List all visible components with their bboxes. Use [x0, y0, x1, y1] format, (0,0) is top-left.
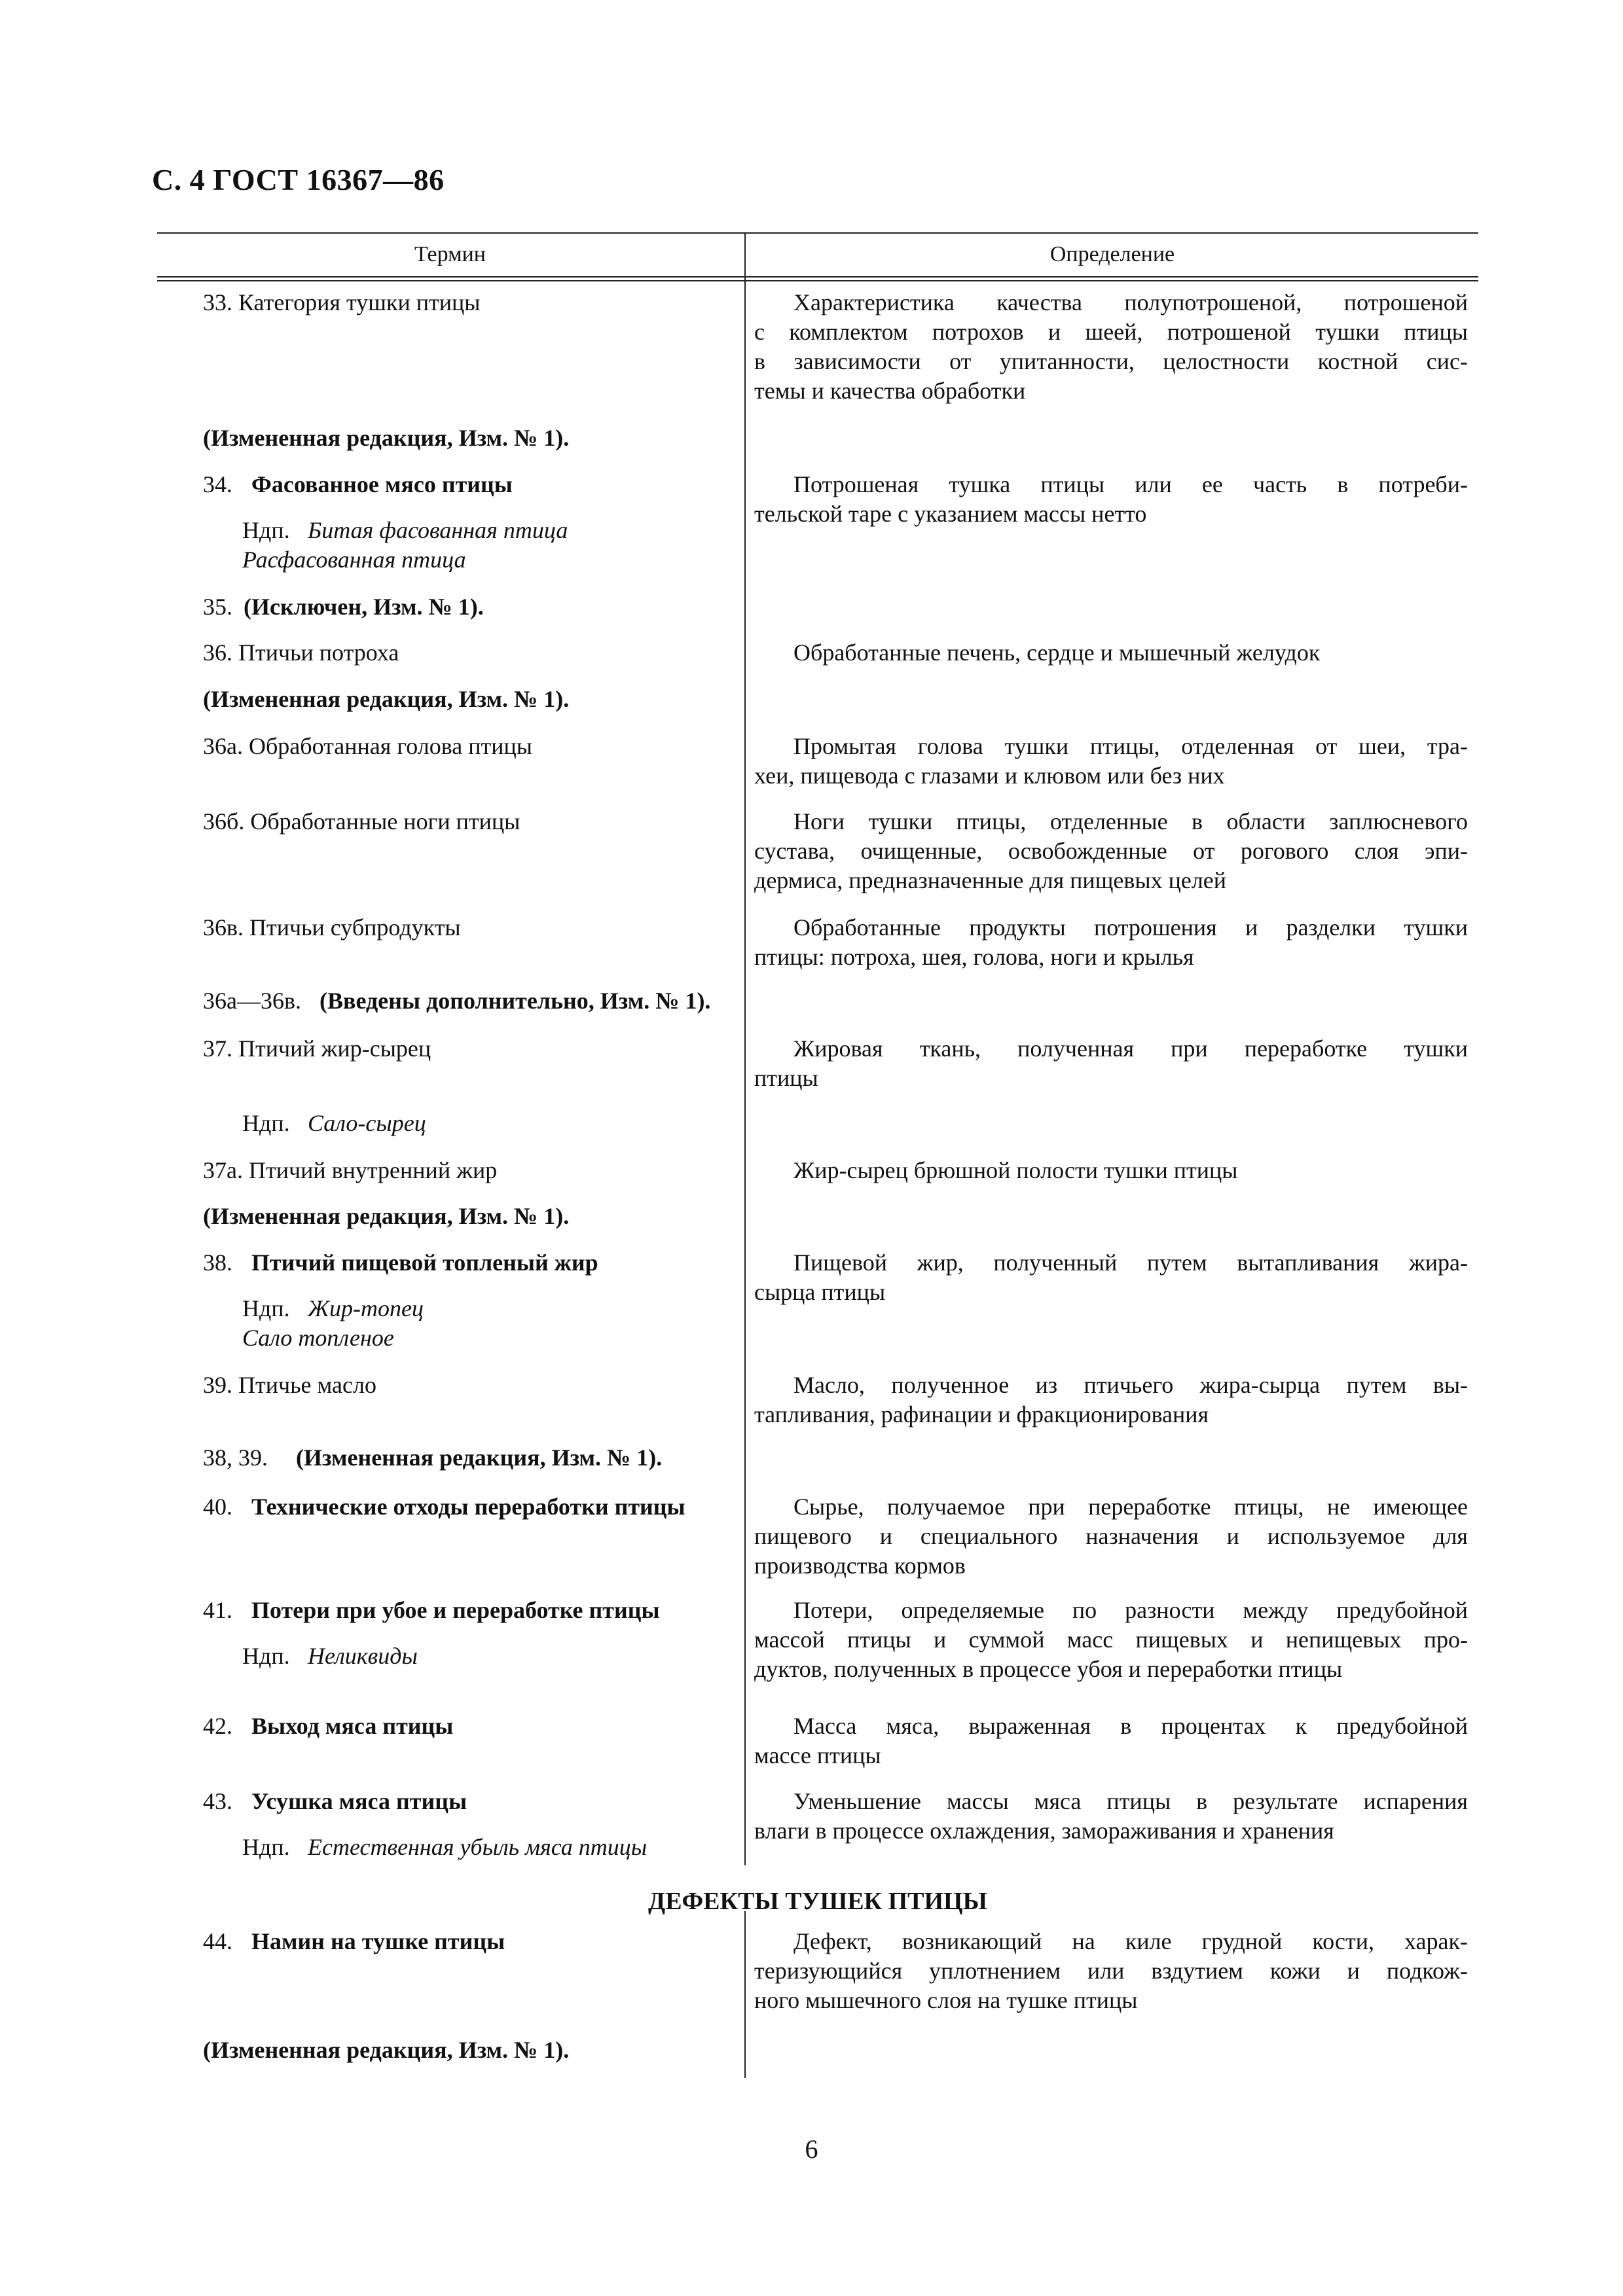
definition-line: Масло, полученное из птичьего жира-сырца путем вы-	[793, 1372, 1468, 1398]
definition-line: Масса мяса, выраженная в процентах к предубойной	[793, 1713, 1468, 1739]
definition-line: сустава, очищенные, освобожденные от рогового слоя эпи-	[754, 838, 1468, 864]
definition-37	[754, 1034, 1468, 1093]
amendment-note-38-39: (Измененная редакция, Изм. № 1).	[296, 1444, 663, 1471]
definition-line: с комплектом потрохов и шеей, потрошеной тушки птицы	[754, 319, 1468, 345]
definition-38	[754, 1248, 1468, 1307]
table-top-rule	[157, 232, 1478, 234]
definition-line: темы и качества обработки	[754, 378, 1026, 404]
definition-36v	[754, 913, 1468, 972]
term-37: 37. Птичий жир-сырец	[203, 1035, 431, 1062]
ndp-term-34-1: Битая фасованная птица	[308, 517, 568, 543]
term-37a: 37а. Птичий внутренний жир	[203, 1157, 498, 1183]
definition-line: Дефект, возникающий на киле грудной кости, харак-	[793, 1928, 1468, 1954]
definition-line: массе птицы	[754, 1742, 881, 1768]
definition-line: Жир-сырец брюшной полости тушки птицы	[793, 1157, 1238, 1183]
ndp-term-34-2: Расфасованная птица	[242, 547, 466, 573]
ndp-term-41: Неликвиды	[308, 1643, 418, 1669]
term-39: 39. Птичье масло	[203, 1372, 376, 1398]
term-41: Потери при убое и переработке птицы	[251, 1597, 660, 1623]
ndp-label-38: Ндп.	[242, 1295, 290, 1321]
term-36v: 36в. Птичьи субпродукты	[203, 914, 461, 941]
definition-line: влаги в процессе охлаждения, замораживания и хранения	[754, 1818, 1334, 1844]
term-36b: 36б. Обработанные ноги птицы	[203, 808, 520, 834]
definition-line: сырца птицы	[754, 1279, 886, 1305]
page-number: 6	[805, 2134, 818, 2164]
term-42-number: 42.	[203, 1713, 232, 1739]
definition-line: пищевого и специального назначения и используемое для	[754, 1523, 1468, 1549]
definition-line: Жировая ткань, полученная при переработке тушки	[793, 1035, 1468, 1062]
term-41-number: 41.	[203, 1597, 232, 1623]
column-header-term: Термин	[414, 242, 486, 266]
definition-40	[754, 1492, 1468, 1581]
definition-line: Потрошеная тушка птицы или ее часть в потреби-	[793, 471, 1468, 497]
term-40: Технические отходы переработки птицы	[251, 1494, 685, 1520]
definition-41	[754, 1596, 1468, 1684]
ndp-term-43: Естественная убыль мяса птицы	[308, 1834, 647, 1860]
definition-line: Сырье, получаемое при переработке птицы, не имеющее	[793, 1494, 1468, 1520]
definition-line: птицы	[754, 1065, 818, 1091]
amendment-note-44: (Измененная редакция, Изм. № 1).	[203, 2037, 570, 2063]
definition-line: теризующийся уплотнением или вздутием кожи и подкож-	[754, 1958, 1468, 1984]
definition-line: тельской таре с указанием массы нетто	[754, 501, 1147, 527]
definition-36	[754, 638, 1468, 668]
term-43-number: 43.	[203, 1788, 232, 1814]
term-36a: 36а. Обработанная голова птицы	[203, 733, 532, 759]
definition-line: ного мышечного слоя на тушке птицы	[754, 1987, 1138, 2013]
definition-line: Обработанные продукты потрошения и разделки тушки	[793, 914, 1468, 941]
definition-line: производства кормов	[754, 1552, 966, 1579]
definition-line: массой птицы и суммой масс пищевых и непищевых про-	[754, 1626, 1468, 1653]
definition-line: Промытая голова тушки птицы, отделенная от шеи, тра-	[793, 733, 1468, 759]
definition-34	[754, 470, 1468, 529]
amendment-note-33: (Измененная редакция, Изм. № 1).	[203, 425, 570, 451]
term-33: 33. Категория тушки птицы	[203, 289, 481, 315]
amendment-note-36a-36v-number: 36а—36в.	[203, 988, 301, 1014]
definition-line: дермиса, предназначенные для пищевых целей	[754, 867, 1227, 893]
ndp-label-43: Ндп.	[242, 1834, 290, 1860]
column-header-definition: Определение	[1049, 242, 1175, 266]
amendment-note-36a-36v: (Введены дополнительно, Изм. № 1).	[319, 988, 711, 1014]
table-header-rule	[157, 276, 1478, 278]
definition-line: в зависимости от упитанности, целостности костной сис-	[754, 348, 1468, 374]
term-36: 36. Птичьи потроха	[203, 639, 399, 666]
amendment-note-37a: (Измененная редакция, Изм. № 1).	[203, 1203, 570, 1229]
term-38: Птичий пищевой топленый жир	[251, 1249, 598, 1276]
table-header-rule-double	[157, 280, 1478, 281]
definition-36b	[754, 807, 1468, 895]
column-divider	[744, 232, 746, 1865]
ndp-label-34: Ндп.	[242, 517, 290, 543]
definition-39	[754, 1371, 1468, 1429]
definition-42	[754, 1712, 1468, 1770]
definition-line: птицы: потроха, шея, голова, ноги и крылья	[754, 944, 1194, 970]
definition-line: тапливания, рафинации и фракционирования	[754, 1401, 1209, 1427]
term-43: Усушка мяса птицы	[251, 1788, 467, 1814]
term-44: Намин на тушке птицы	[251, 1928, 505, 1954]
term-34: Фасованное мясо птицы	[251, 471, 513, 497]
definition-line: Ноги тушки птицы, отделенные в области заплюсневого	[793, 808, 1468, 834]
definition-line: Пищевой жир, полученный путем вытапливания жира-	[793, 1249, 1468, 1276]
term-38-number: 38.	[203, 1249, 232, 1276]
definition-line: Потери, определяемые по разности между предубойной	[793, 1597, 1468, 1623]
term-42: Выход мяса птицы	[251, 1713, 454, 1739]
term-35-number: 35.	[203, 594, 232, 620]
definition-line: Уменьшение массы мяса птицы в результате испарения	[793, 1788, 1468, 1814]
amendment-note-36: (Измененная редакция, Изм. № 1).	[203, 686, 570, 712]
term-34-number: 34.	[203, 471, 232, 497]
ndp-label-41: Ндп.	[242, 1643, 290, 1669]
definition-line: дуктов, полученных в процессе убоя и переработки птицы	[754, 1656, 1343, 1682]
ndp-term-37: Сало-сырец	[308, 1110, 426, 1136]
definition-line: хеи, пищевода с глазами и клювом или без них	[754, 762, 1225, 789]
term-44-number: 44.	[203, 1928, 232, 1954]
section-heading-defects: ДЕФЕКТЫ ТУШЕК ПТИЦЫ	[648, 1888, 987, 1915]
definition-37a	[754, 1156, 1468, 1185]
term-35: (Исключен, Изм. № 1).	[244, 594, 484, 620]
amendment-note-38-39-number: 38, 39.	[203, 1444, 268, 1471]
page-header: С. 4 ГОСТ 16367—86	[152, 163, 445, 196]
ndp-term-38-2: Сало топленое	[242, 1325, 394, 1351]
ndp-label-37: Ндп.	[242, 1110, 290, 1136]
definition-line: Обработанные печень, сердце и мышечный желудок	[793, 639, 1321, 666]
ndp-term-38-1: Жир-топец	[308, 1295, 424, 1321]
column-divider-defects	[744, 1911, 746, 2078]
definition-33	[754, 288, 1468, 406]
definition-line: Характеристика качества полупотрошеной, потрошеной	[793, 289, 1468, 315]
definition-36a	[754, 732, 1468, 791]
definition-44	[754, 1927, 1468, 2015]
definition-43	[754, 1787, 1468, 1846]
term-40-number: 40.	[203, 1494, 232, 1520]
